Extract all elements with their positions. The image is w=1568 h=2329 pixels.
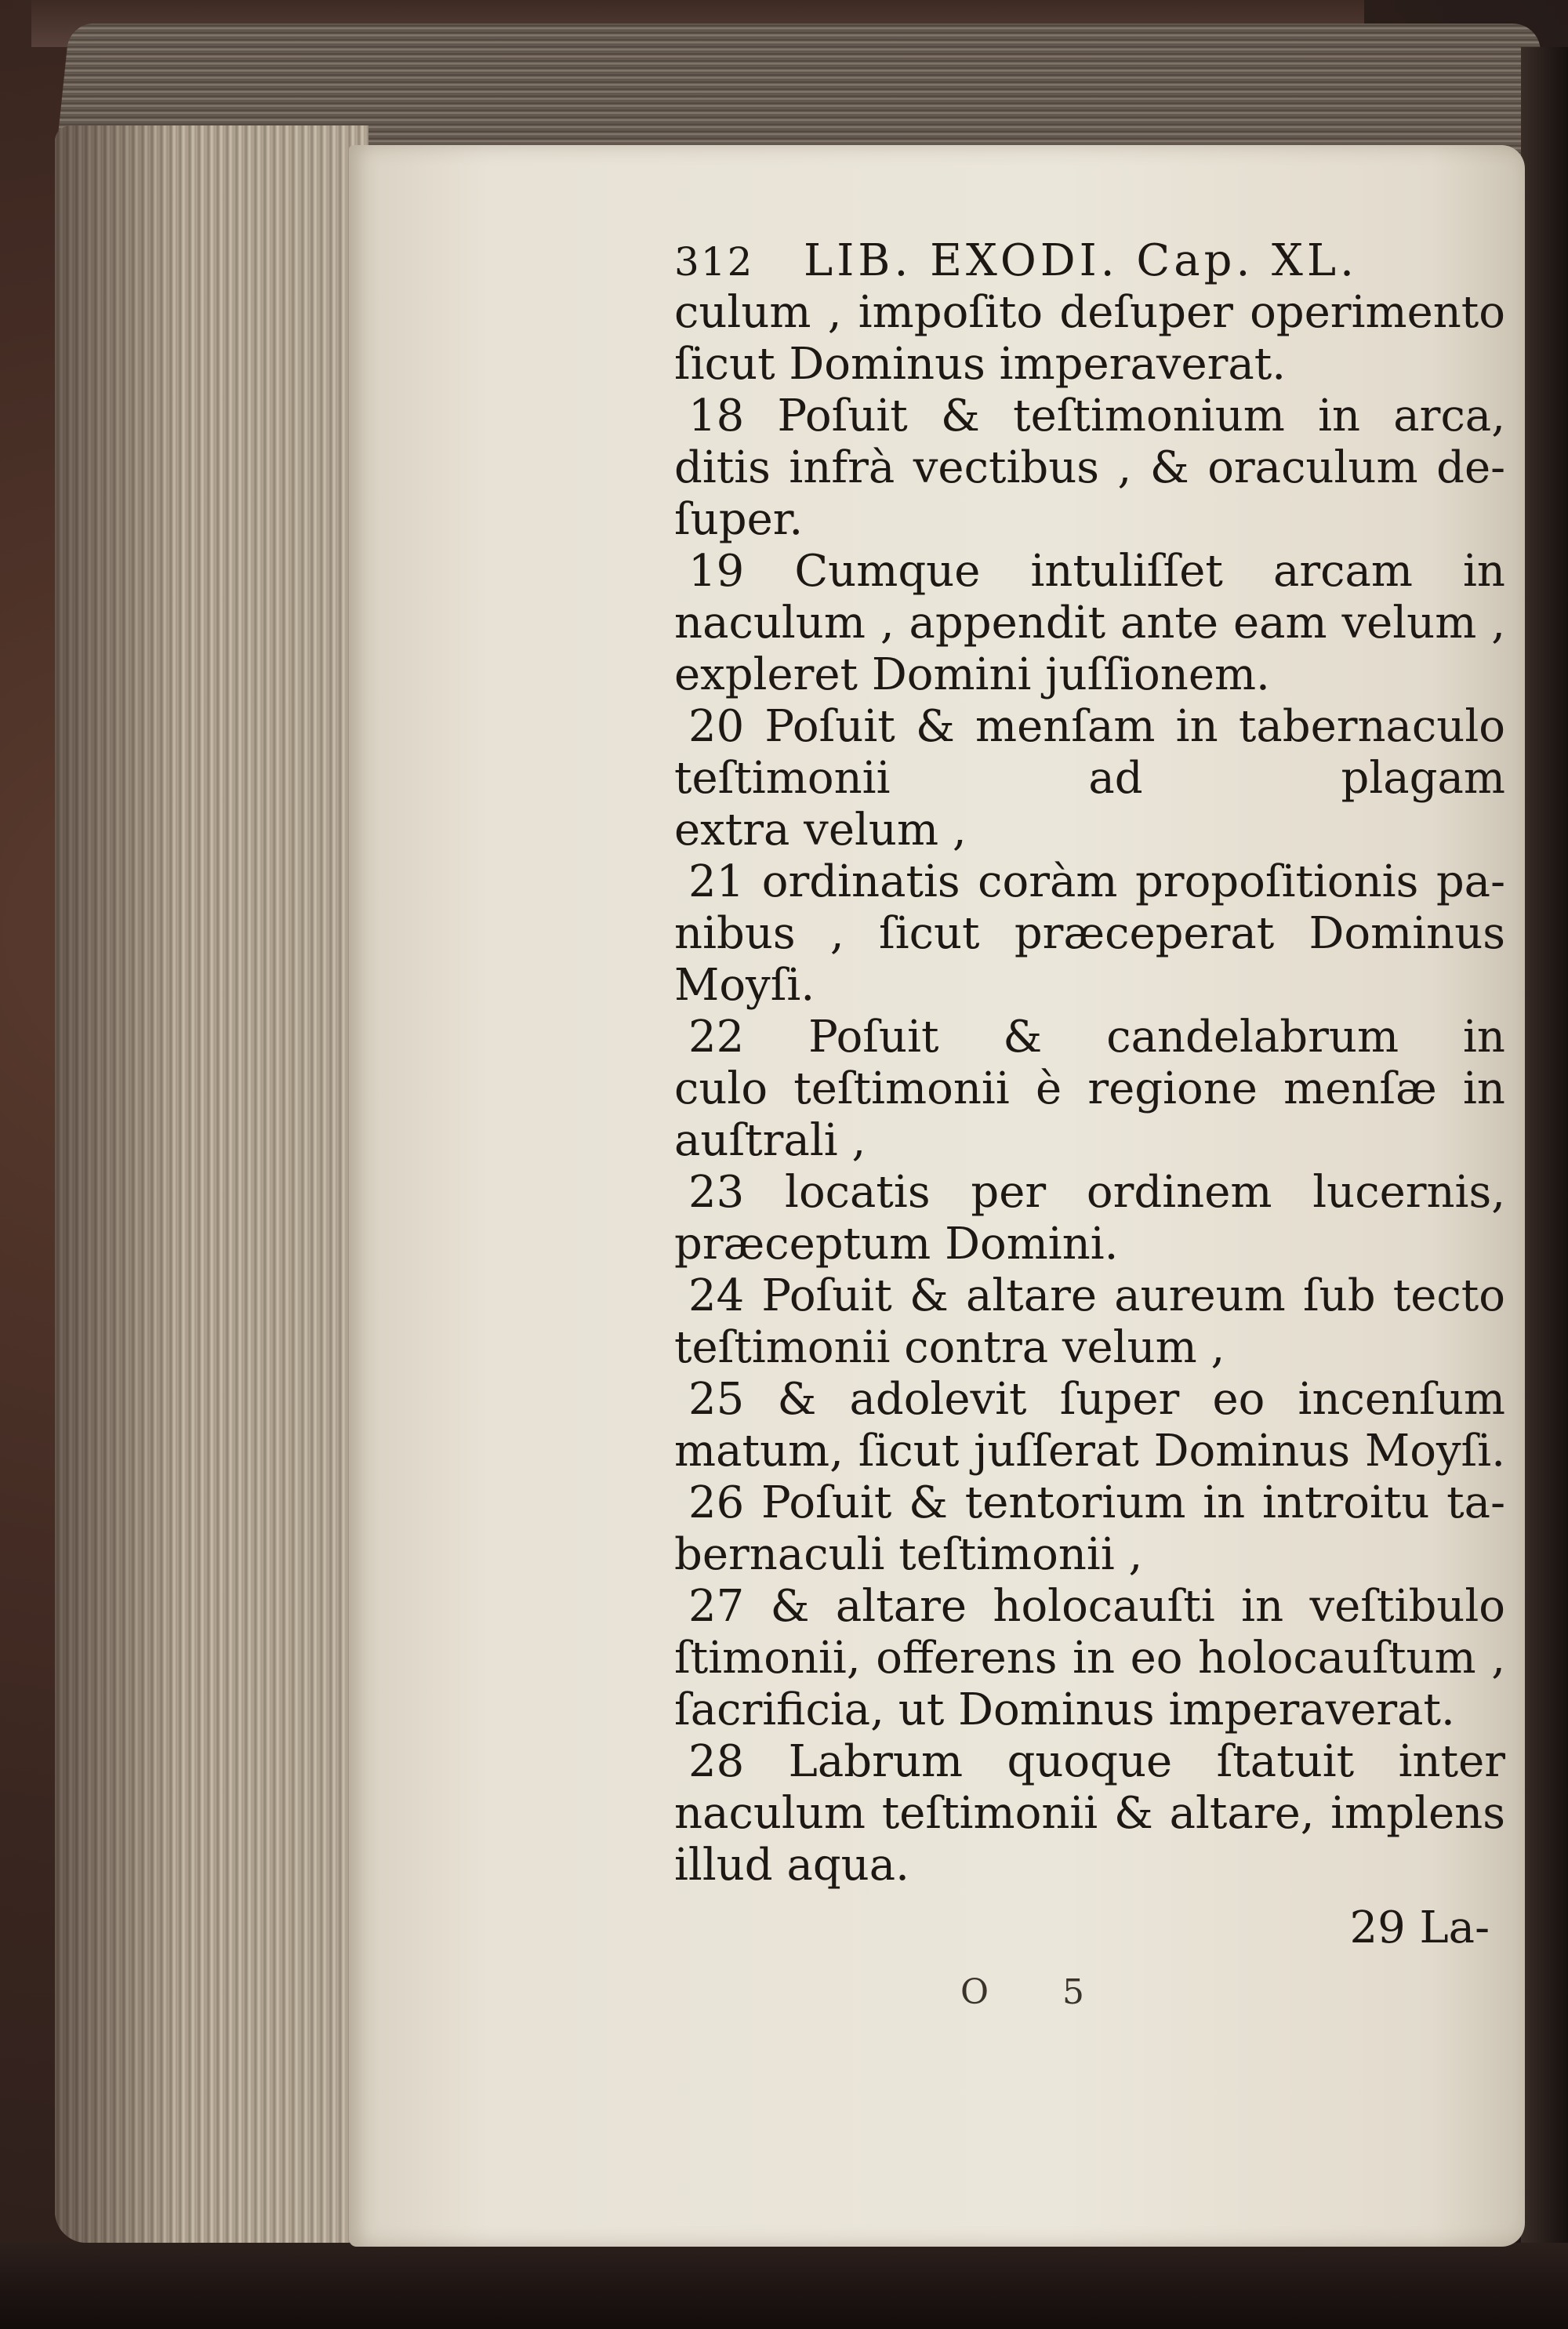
text-line: ditis infrà vectibus , & oraculum de- <box>674 442 1505 493</box>
page-number: 312 <box>674 239 754 285</box>
page-text <box>674 235 1505 1965</box>
text-line: teſtimonii ad plagam <box>674 753 1505 804</box>
text-line: ſtimonii, offerens in eo holocauſtum , <box>674 1633 1505 1684</box>
text-line: præceptum Domini. <box>674 1219 1119 1270</box>
text-line: naculum , appendit ante eam velum , <box>674 598 1505 649</box>
verse-line: 28 Labrum quoque ſtatuit inter <box>688 1736 1505 1787</box>
running-head <box>674 235 1505 287</box>
verse-line: 26 Poſuit & tentorium in introitu ta- <box>688 1477 1505 1528</box>
text-line: nibus , ſicut præceperat Dominus <box>674 908 1505 959</box>
text-line: extra velum , <box>674 805 967 856</box>
right-margin-shadow <box>1521 47 1568 2329</box>
text-line: ſacrificia, ut Dominus imperaverat. <box>674 1684 1455 1735</box>
verse-line: 27 & altare holocauſti in veſtibulo <box>688 1581 1505 1632</box>
verse-line: 23 locatis per ordinem lucernis, <box>688 1167 1505 1218</box>
text-line: auſtrali , <box>674 1115 866 1166</box>
verse-line: 18 Poſuit & teſtimonium in arca, <box>688 391 1505 441</box>
text-line: teſtimonii contra velum , <box>674 1322 1225 1373</box>
page-fore-edge-shadow <box>55 125 368 2243</box>
catchword: 29 La- <box>1349 1902 1490 1953</box>
verse-line: 22 Poſuit & candelabrum in <box>688 1012 1505 1063</box>
verse-line: 19 Cumque intuliſſet arcam in <box>688 546 1505 597</box>
text-line: culo teſtimonii è regione menſæ in <box>674 1063 1505 1114</box>
signature-mark: O 5 <box>960 1972 1116 2012</box>
verse-line: 20 Poſuit & menſam in tabernaculo <box>688 701 1505 752</box>
text-line: Moyſi. <box>674 960 815 1011</box>
verse-line: 25 & adolevit ſuper eo incenſum <box>688 1374 1505 1425</box>
text-line: culum , impoſito deſuper operimento <box>674 287 1505 338</box>
text-line: bernaculi teſtimonii , <box>674 1529 1143 1580</box>
bottom-margin-shadow <box>0 2243 1568 2329</box>
text-line: naculum teſtimonii & altare, implens <box>674 1788 1505 1839</box>
text-line: ſuper. <box>674 494 804 545</box>
running-title: LIB. EXODI. Cap. XL. <box>804 235 1358 286</box>
text-line: expleret Domini juſſionem. <box>674 649 1270 700</box>
verse-line: 21 ordinatis coràm propoſitionis pa- <box>688 856 1505 907</box>
verse-line: 24 Poſuit & altare aureum ſub tecto <box>688 1270 1505 1321</box>
text-line: illud aqua. <box>674 1840 909 1891</box>
text-line: ſicut Dominus imperaverat. <box>674 339 1287 390</box>
text-line: matum, ſicut juſſerat Dominus Moyſi. <box>674 1426 1505 1477</box>
